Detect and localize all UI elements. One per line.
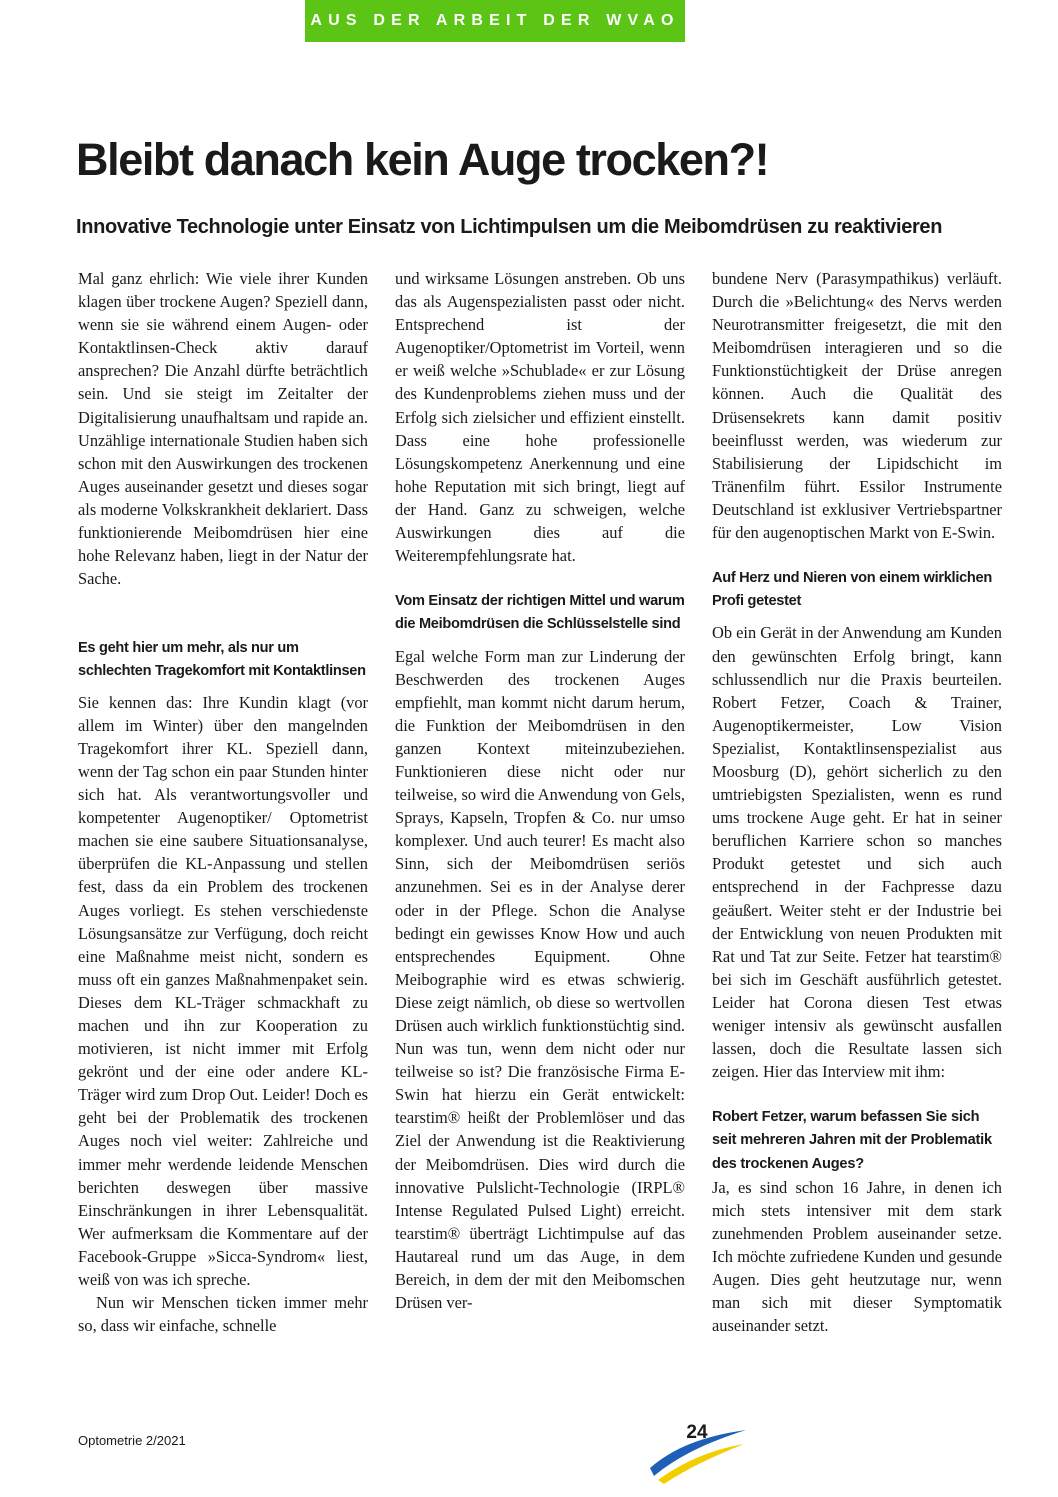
- text-column-1: [78, 267, 368, 1337]
- article-subtitle: Innovative Technologie unter Einsatz von Lichtimpulsen um die Meibomdrüsen zu reaktivieren: [76, 216, 943, 238]
- interview-question: Robert Fetzer, warum befassen Sie sich seit mehreren Jahren mit der Problematik des trockenen Auges?: [712, 1109, 992, 1172]
- section-heading: Es geht hier um mehr, als nur um schlechten Tragekomfort mit Kontaktlinsen: [78, 639, 366, 679]
- paragraph: Ob ein Gerät in der Anwendung am Kunden den gewünschten Erfolg bringt, kann schlussendlich nur die Praxis beurteilen. Robert Fetzer, Coach & Trainer, Augenoptikermeister, Low Vision Spezialist, Kontaktlinsenspezialist aus Moosburg (D), gehört sicherlich zu den umtriebigsten Spezialisten, wenn es rund ums trockene Auge geht. Er hat in seiner beruflichen Karriere schon so manches Produkt getestet und sich auch entsprechend in der Fachpresse dazu geäußert. Weiter steht er der Industrie bei der Entwicklung von neuen Produkten mit Rat und Tat zur Seite. Fetzer hat tearstim® bei sich im Geschäft ausführlich getestet. Leider hat Corona diesen Test etwas weniger intensiv als gewünscht ausfallen lassen, doch die Resultate lassen sich zeigen. Hier das Interview mit ihm:: [712, 623, 1002, 1082]
- section-heading: Auf Herz und Nieren von einem wirklichen Profi getestet: [712, 570, 992, 610]
- section-band: [305, 0, 685, 42]
- section-heading: Vom Einsatz der richtigen Mittel und warum die Meibomdrüsen die Schlüsselstelle sind: [395, 593, 685, 633]
- text-column-2: [395, 267, 685, 1314]
- page-number: 24: [686, 1422, 708, 1443]
- paragraph: Nun wir Menschen ticken immer mehr so, dass wir einfache, schnelle: [78, 1293, 368, 1336]
- publication-label: Optometrie 2/2021: [78, 1433, 186, 1448]
- paragraph: und wirksame Lösungen anstreben. Ob uns das als Augenspezialisten passt oder nicht. Entsprechend ist der Augenoptiker/Optometrist im Vorteil, wenn er weiß welche »Schublade« er zur Lösung des Kundenproblems ziehen muss und der Erfolg sich zielsicher und effizient einstellt. Dass eine hohe professionelle Lösungskompetenz Anerkennung und eine hohe Reputation mit sich bringt, liegt auf der Hand. Ganz zu schweigen, welche Auswirkungen dies auf die Weiterempfehlungsrate hat.: [395, 269, 685, 566]
- section-label: AUS DER ARBEIT DER WVAO: [310, 12, 680, 29]
- paragraph: Mal ganz ehrlich: Wie viele ihrer Kunden klagen über trockene Augen? Speziell dann, wenn sie sie während einem Augen- oder Kontaktlinsen-Check aktiv darauf ansprechen? Die Anzahl dürfte beträchtlich sein. Und sie steigt im Zeitalter der Digitalisierung unaufhaltsam und rapide an. Unzählige internationale Studien haben sich schon mit den Auswirkungen des trockenen Auges auseinander gesetzt und dieses sogar als moderne Volkskrankheit deklariert. Dass funktionierende Meibomdrüsen hier eine hohe Relevanz haben, liegt in der Natur der Sache.: [78, 269, 368, 589]
- text-column-3: [712, 267, 1002, 1337]
- paragraph: Egal welche Form man zur Linderung der Beschwerden des trockenen Auges empfiehlt, man kommt nicht darum herum, die Funktion der Meibomdrüsen in den ganzen Kontext miteinzubeziehen. Funktionieren diese nicht oder nur teilweise, so wird die Anwendung von Gels, Sprays, Kapseln, Tropfen & Co. nur umso komplexer. Und auch teurer! Es macht also Sinn, sich der Meibomdrüsen seriös anzunehmen. Sei es in der Analyse derer oder in der Pflege. Schon die Analyse bedingt ein gewisses Know How und auch entsprechendes Equipment. Ohne Meibographie wird es etwas schwierig. Diese zeigt nämlich, ob diese so wertvollen Drüsen auch wirklich funktionstüchtig sind. Nun was tun, wenn dem nicht oder nur teilweise so ist? Die französische Firma E-Swin hat hierzu ein Gerät entwickelt: tearstim® heißt der Problemlöser und das Ziel der Anwendung ist die Reaktivierung der Meibomdrüsen. Dies wird durch die innovative Pulslicht-Technologie (IRPL® Intense Regulated Pulsed Light) erreicht. tearstim® überträgt Lichtimpulse auf das Hautareal rund um das Auge, in dem Bereich, in dem der mit den Meibomschen Drüsen ver-: [395, 646, 685, 1313]
- swoosh-yellow-stroke: [658, 1444, 744, 1484]
- paragraph: bundene Nerv (Parasympathikus) verläuft. Durch die »Belichtung« des Nervs werden Neurotransmitter freigesetzt, die mit den Meibomdrüsen interagieren und so die Funktionstüchtigkeit der Drüse anregen können. Auch die Qualität des Drüsensekrets kann damit positiv beeinflusst werden, was wiederum zur Stabilisierung der Lipidschicht im Tränenfilm führt. Essilor Instrumente Deutschland ist exklusiver Vertriebspartner für den augenoptischen Markt von E-Swin.: [712, 269, 1002, 543]
- interview-answer: Ja, es sind schon 16 Jahre, in denen ich mich stets intensiver mit dem stark zunehmenden Problem auseinander setze. Ich möchte zufriedene Kunden und gesunde Augen. Dies geht heutzutage nur, wenn man sich mit dieser Symptomatik auseinander setzt.: [712, 1177, 1002, 1336]
- article-title: Bleibt danach kein Auge trocken?!: [76, 134, 769, 185]
- paragraph: Sie kennen das: Ihre Kundin klagt (vor allem im Winter) über den mangelnden Tragekomfort ihrer KL. Speziell dann, wenn der Tag schon ein paar Stunden hinter sich hat. Als verantwortungsvoller und kompetenter Augenoptiker/ Optometrist machen sie eine saubere Situationsanalyse, überprüfen die KL-Anpassung und stellen fest, dass da ein Problem des trockenen Auges vorliegt. Es stehen verschiedenste Lösungsansätze zur Verfügung, doch reicht eine Maßnahme meist nicht, sondern es muss oft ein ganzes Maßnahmenpaket sein. Dieses dem KL-Träger schmackhaft zu machen und ihn zur Kooperation zu motivieren, ist nicht immer mit Erfolg gekrönt und der eine oder andere KL-Träger wird zum Drop Out. Leider! Doch es geht bei der Problematik des trockenen Auges noch viel weiter: Zahlreiche und immer mehr werdende leidende Menschen berichten deswegen über massive Einschränkungen in ihrer Lebensqualität. Wer aufmerksam die Kommentare auf der Facebook-Gruppe »Sicca-Syndrom« liest, weiß von was ich spreche.: [78, 692, 368, 1290]
